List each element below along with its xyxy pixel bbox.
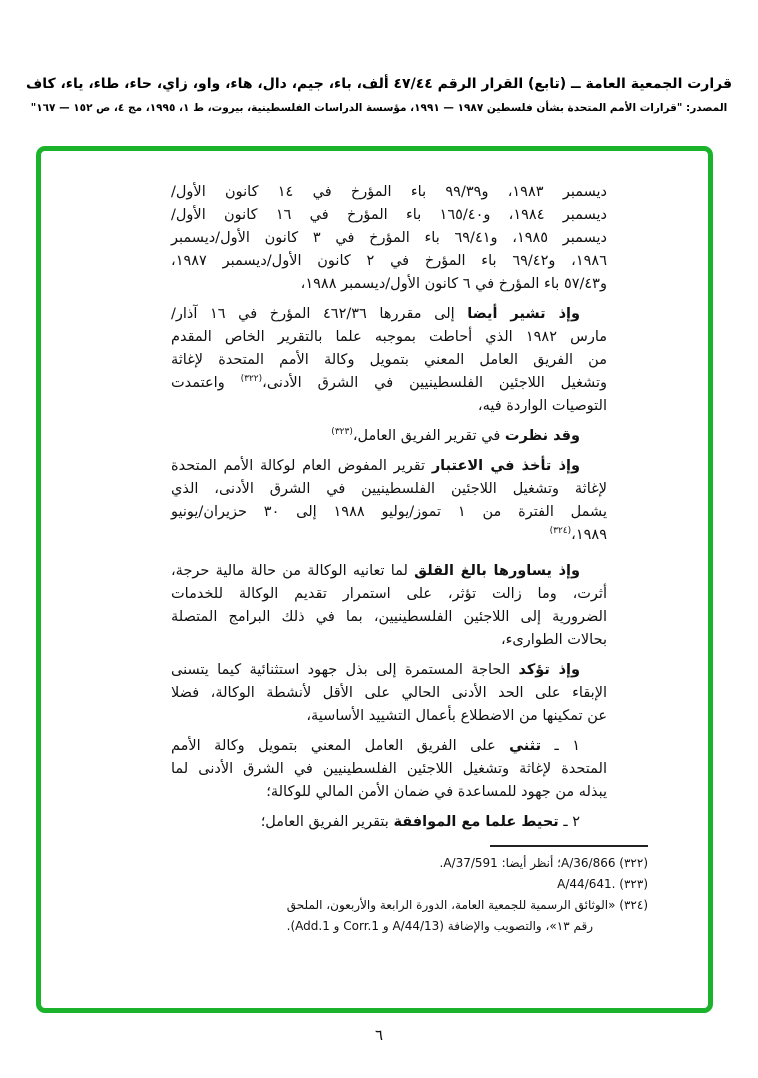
footnote-section: [146, 845, 648, 937]
paragraph: [171, 425, 607, 448]
text-line: [171, 204, 607, 227]
text-run: عن تمكينها من الاضطلاع بأعمال التشييد الأساسية،: [306, 708, 607, 724]
text-run: من الفريق العامل المعني بتمويل وكالة الأمم المتحدة لإغاثة: [171, 352, 607, 368]
text-run: و٥٧/٤٣ باء المؤرخ في ٦ كانون الأول/ديسمبر ١٩٨٨،: [300, 276, 607, 292]
text-run: الضرورية إلى اللاجئين الفلسطينيين، بما في ذلك البرامج المتصلة: [171, 609, 607, 625]
text-run: بتقرير الفريق العامل؛: [260, 814, 394, 830]
text-line: [171, 227, 607, 250]
text-run: ١ ـ: [541, 738, 581, 754]
text-line: [171, 758, 607, 781]
text-line: [171, 478, 607, 501]
document-header-title: قرارت الجمعية العامة ــ (تابع) القرار الرقم ٤٧/٤٤ ألف، باء، جيم، دال، هاء، واو، زاي، حاء، طاء، ياء، كاف: [25, 76, 733, 92]
text-line: [171, 583, 607, 606]
text-run: وإذ يساورها بالغ القلق: [414, 563, 581, 579]
text-run: الحاجة المستمرة إلى بذل جهود استثنائية كيما يتسنى: [171, 662, 519, 678]
paragraph: [171, 560, 607, 652]
text-line: [171, 372, 607, 395]
text-run: التوصيات الواردة فيه،: [477, 398, 607, 414]
text-line: [171, 501, 607, 524]
text-line: [171, 455, 607, 478]
text-line: [171, 524, 607, 547]
text-run: رقم ١٣»، والتصويب والإضافة (A/44/13 و Corr.1 و Add.1).: [286, 919, 593, 933]
text-line: [171, 560, 607, 583]
paragraph: [171, 735, 607, 804]
text-run: مارس ١٩٨٢ الذي أحاطت بموجبه علما بالتقرير الخاص المقدم: [171, 329, 608, 345]
footnote-separator: [490, 845, 648, 847]
text-run: أثرت، وما زالت تؤثر، على استمرار تقديم الوكالة للخدمات: [171, 586, 607, 602]
footnote-line: [146, 895, 648, 916]
text-line: [171, 181, 607, 204]
text-line: [171, 303, 607, 326]
footnote-marker: (٣٢٤): [549, 526, 572, 537]
text-run: ١٩٨٩،: [571, 527, 607, 543]
text-line: [171, 326, 607, 349]
text-run: (٣٢٤) «الوثائق الرسمية للجمعية العامة، الدورة الرابعة والأربعون، الملحق: [286, 898, 648, 912]
resolution-body-text: [171, 181, 607, 834]
text-run: (٣٢٢) A/36/866؛ أنظر أيضا: A/37/591.: [439, 856, 648, 870]
text-run: لما تعانيه الوكالة من حالة مالية حرجة،: [171, 563, 415, 579]
text-line: [171, 629, 607, 652]
text-run: وقد نظرت: [504, 428, 580, 444]
text-line: [171, 781, 607, 804]
text-run: ١٩٨٦، و٦٩/٤٢ باء المؤرخ في ٢ كانون الأول/ديسمبر ١٩٨٧،: [171, 253, 607, 269]
text-run: على الفريق العامل المعني بتمويل وكالة الأمم: [171, 738, 510, 754]
text-run: بحالات الطوارىء،: [500, 632, 607, 648]
text-run: تقرير المفوض العام لوكالة الأمم المتحدة: [171, 458, 432, 474]
text-run: وإذ تؤكد: [518, 662, 580, 678]
footnote-line: [146, 853, 648, 874]
text-line: [171, 811, 607, 834]
paragraph: [171, 455, 607, 547]
text-run: وإذ تأخذ في الاعتبار: [431, 458, 580, 474]
text-line: [171, 682, 607, 705]
footnote-marker: (٣٢٣): [331, 427, 353, 438]
paragraph: [171, 811, 607, 834]
text-run: ٢ ـ: [558, 814, 580, 830]
text-run: وتشغيل اللاجئين الفلسطينيين في الشرق الأدنى،: [262, 375, 607, 391]
text-run: في تقرير الفريق العامل،: [352, 428, 505, 444]
text-run: (٣٢٣) A/44/641.‎: [557, 877, 648, 891]
paragraph: [171, 303, 607, 418]
text-line: [171, 735, 607, 758]
text-run: تحيط علما مع الموافقة: [393, 814, 559, 830]
text-line: [171, 606, 607, 629]
text-line: [171, 659, 607, 682]
document-source-line: المصدر: "قرارات الأمم المتحدة بشأن فلسطين ١٩٨٧ — ١٩٩١، مؤسسة الدراسات الفلسطينية، بيروت، ط ١، ١٩٩٥، مج ٤، ص ١٥٢ — ١٦٧": [30, 102, 728, 114]
text-run: ديسمبر ١٩٨٤، و١٦٥/٤٠ باء المؤرخ في ١٦ كانون الأول/: [171, 207, 607, 223]
text-run: لإغاثة وتشغيل اللاجئين الفلسطينيين في الشرق الأدنى، الذي: [171, 481, 607, 497]
text-line: [171, 395, 607, 418]
paragraph: [171, 181, 607, 296]
text-run: تثني: [509, 738, 542, 754]
footnote-lines: [146, 853, 648, 937]
text-run: وإذ تشير أيضا: [467, 306, 581, 322]
text-run: إلى مقررها ٤٦٢/٣٦ المؤرخ في ١٦ آذار/: [171, 306, 468, 322]
text-line: [171, 705, 607, 728]
text-run: الإبقاء على الحد الأدنى الحالي على الأقل لأنشطة الوكالة، فضلا: [171, 685, 607, 701]
text-line: [171, 425, 607, 448]
text-run: يبذله من جهود للمساعدة في ضمان الأمن المالي للوكالة؛: [266, 784, 607, 800]
text-run: يشمل الفترة من ١ تموز/يوليو ١٩٨٨ إلى ٣٠ حزيران/يونيو: [171, 504, 607, 520]
page-number: ٦: [374, 1026, 384, 1044]
text-run: المتحدة لإغاثة وتشغيل اللاجئين الفلسطينيين في الشرق الأدنى لما: [171, 761, 607, 777]
footnote-marker: (٣٢٢): [240, 374, 263, 385]
footnote-line: [146, 874, 648, 895]
footnote-line: [146, 916, 648, 937]
text-line: [171, 349, 607, 372]
text-line: [171, 250, 607, 273]
paragraph: [171, 659, 607, 728]
text-run: ديسمبر ١٩٨٣، و٩٩/٣٩ باء المؤرخ في ١٤ كانون الأول/: [171, 184, 608, 200]
text-run: واعتمدت: [171, 375, 241, 391]
text-run: ديسمبر ١٩٨٥، و٦٩/٤١ باء المؤرخ في ٣ كانون الأول/ديسمبر: [171, 230, 607, 246]
text-line: [171, 273, 607, 296]
